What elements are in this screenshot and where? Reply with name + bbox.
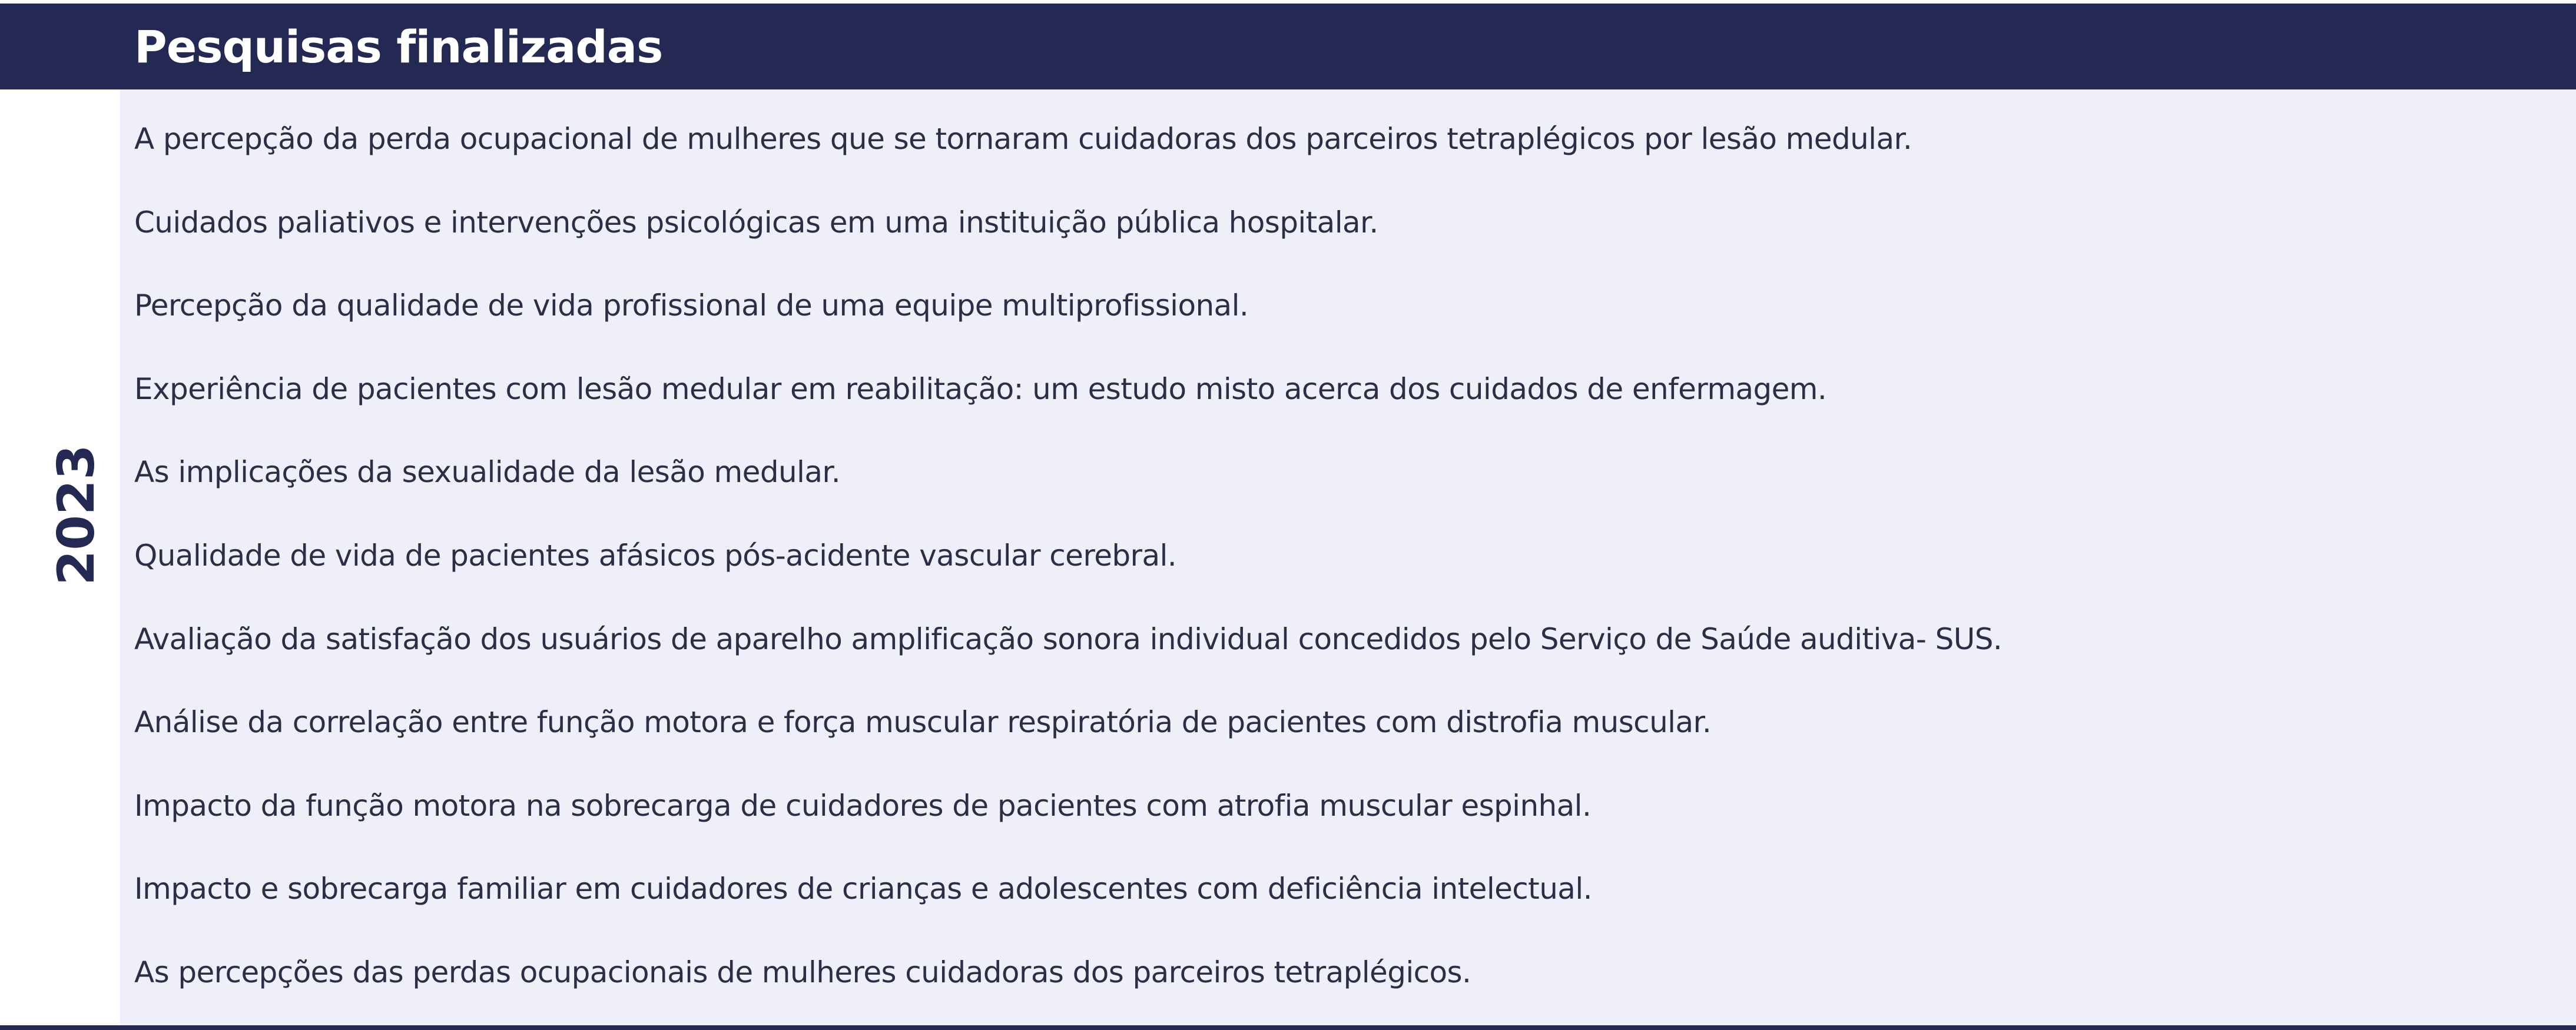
list-item: As implicações da sexualidade da lesão medular. [134, 455, 841, 490]
list-item: Análise da correlação entre função motora e força muscular respiratória de pacientes com distrofia muscular. [134, 705, 1712, 740]
table-header [0, 4, 2576, 89]
list-item: Impacto da função motora na sobrecarga de cuidadores de pacientes com atrofia muscular espinhal. [134, 788, 1592, 823]
bottom-divider [0, 1025, 2576, 1030]
list-item: A percepção da perda ocupacional de mulheres que se tornaram cuidadoras dos parceiros tetraplégicos por lesão medular. [134, 122, 1912, 156]
research-list [134, 121, 2002, 1030]
list-item: As percepções das perdas ocupacionais de mulheres cuidadoras dos parceiros tetraplégicos. [134, 955, 1471, 989]
list-item: Cuidados paliativos e intervenções psicológicas em uma instituição pública hospitalar. [134, 205, 1378, 240]
research-list-panel [120, 89, 2576, 1025]
list-item: Qualidade de vida de pacientes afásicos pós-acidente vascular cerebral. [134, 538, 1177, 573]
list-item: Impacto e sobrecarga familiar em cuidadores de crianças e adolescentes com deficiência intelectual. [134, 872, 1592, 906]
page-title: Pesquisas finalizadas [134, 21, 663, 73]
list-item: Experiência de pacientes com lesão medular em reabilitação: um estudo misto acerca dos cuidados de enfermagem. [134, 371, 1827, 406]
year-label: 2023 [47, 444, 106, 586]
list-item: Avaliação da satisfação dos usuários de aparelho amplificação sonora individual concedidos pelo Serviço de Saúde auditiva- SUS. [134, 622, 2003, 656]
list-item: Percepção da qualidade de vida profissional de uma equipe multiprofissional. [134, 288, 1249, 323]
